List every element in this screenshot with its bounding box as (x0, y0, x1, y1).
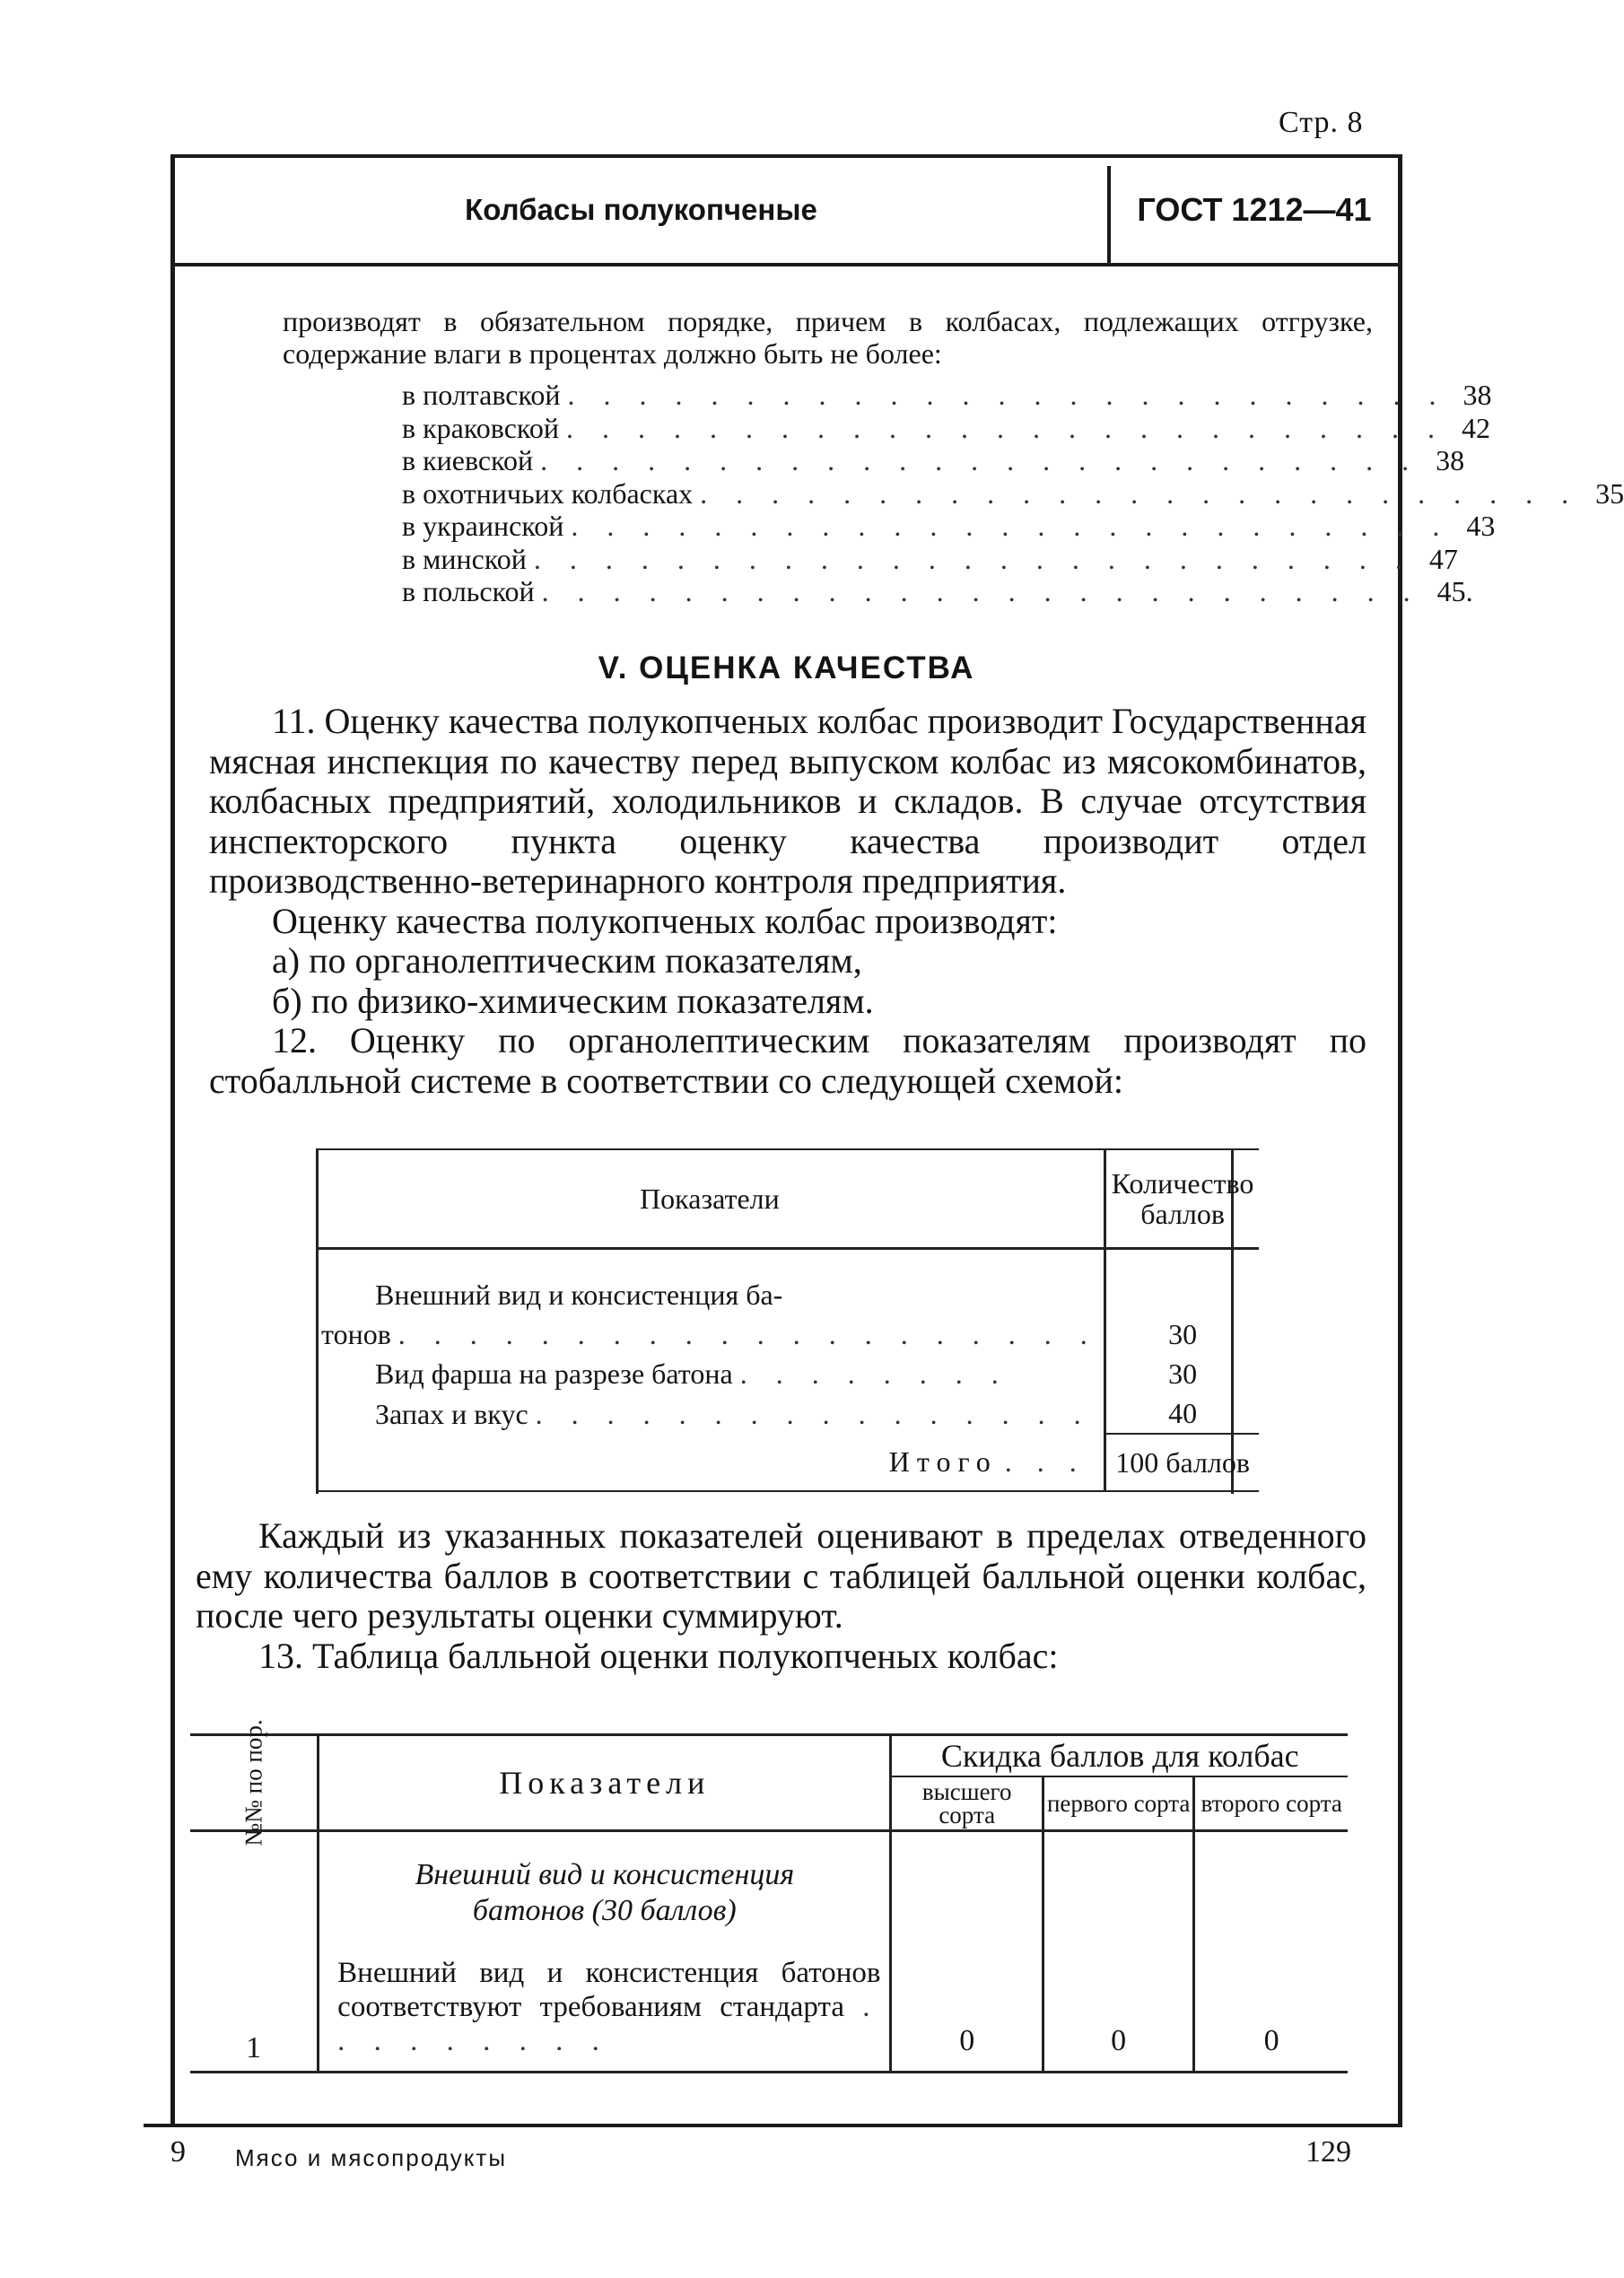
page-number: 129 (1305, 2135, 1351, 2169)
intro-text: производят в обязательном порядке, причем в колбасах, подлежащих отгрузке, содержание влаги в процентах должно быть не более: (283, 305, 1373, 370)
paragraph-methods: Оценку качества полукопченых колбас производят: (272, 900, 1058, 941)
header-top-rule (170, 154, 1402, 158)
grading-table (190, 1719, 1348, 2073)
grading-header-indicators: Показатели (319, 1735, 891, 1831)
section-title: V. ОЦЕНКА КАЧЕСТВА (598, 650, 975, 685)
moisture-name: в охотничьих колбасках (402, 476, 694, 510)
scheme-row-points: 40 (1104, 1393, 1259, 1434)
scheme-row-label: Вид фарша на разрезе батона (375, 1357, 733, 1390)
paragraph-11: 11. Оценку качества полукопченых колбас производит Государственная мясная инспекция по качеству перед выпуском колбас из мясокомбинатов, колбасных предприятий, холодильников и складов. В случае отсутствия инспекторского пункта оценку качества производит отдел производственно-ветеринарного контроля предприятия. (209, 701, 1366, 901)
paragraph-12: 12. Оценку по органолептическим показателям производят по стобалльной системе в соответствии со следующей схемой: (209, 1020, 1366, 1101)
moisture-name: в польской (402, 575, 535, 607)
table-row: Итого . . . 100 баллов (316, 1434, 1259, 1491)
grading-header-grade-2: первого сорта (1043, 1776, 1193, 1830)
moisture-list (402, 379, 1624, 608)
grading-score-grade-2: 0 (1043, 1831, 1193, 2073)
product-title: Колбасы полукопченые (465, 193, 817, 226)
moisture-value: 35 (1595, 476, 1624, 510)
sheet-number: 9 (170, 2135, 186, 2169)
list-item: в минской . . . . . . . . . . . . . . . . . . . . . . . . . 47 (402, 542, 1458, 575)
grading-row-number: 1 (190, 1831, 319, 2073)
moisture-name: в минской (402, 542, 527, 575)
grading-header-number: №№ по пор. (240, 1719, 267, 1846)
scheme-row-points: 30 (1168, 1357, 1198, 1390)
scheme-row-label-cont: тонов (321, 1317, 391, 1350)
table-row: Запах и вкус . . . . . . . . . . . . . . . . 40 (316, 1393, 1259, 1434)
moisture-value: 43 (1466, 510, 1496, 542)
moisture-value: 38 (1462, 379, 1492, 411)
paragraph-13: 13. Таблица балльной оценки полукопченых колбас: (258, 1635, 1059, 1676)
scheme-header-points: Количество баллов (1104, 1149, 1259, 1248)
paragraph-after-table: Каждый из указанных показателей оценивают в пределах отведенного ему количества баллов в соответствии с таблицей балльной оценки колбас, после чего результаты оценки суммируют. (196, 1515, 1366, 1636)
intro-paragraph (283, 305, 1373, 370)
grading-header-grade-1: высшего сорта (891, 1776, 1043, 1830)
moisture-value: 47 (1428, 542, 1458, 575)
header-bottom-rule (170, 263, 1402, 266)
list-item: в охотничьих колбасках . . . . . . . . . . . . . . . . . . . . . . . . . 35 (402, 476, 1624, 510)
moisture-name: в украинской (402, 510, 564, 542)
scheme-row-points: 30 (1168, 1317, 1198, 1350)
moisture-name: в полтавской (402, 379, 561, 411)
list-item: в киевской . . . . . . . . . . . . . . . . . . . . . . . . . 38 (402, 444, 1465, 476)
frame-left-rule (170, 154, 175, 2124)
table-row: Внешний вид и консистенция ба- тонов . . . . . . . . . . . . . . . . . . . . 30 (316, 1248, 1259, 1354)
method-b: б) по физико-химическим показателям. (272, 980, 874, 1021)
scheme-total-value: 100 баллов (1104, 1434, 1259, 1491)
table-row: 1 Внешний вид и консистенция батонов (30 баллов) Внешний вид и консистенция батонов соответствуют требованиям стандарта . . . . . . . . . 0 0 0 (190, 1831, 1348, 2073)
page-label: Стр. 8 (1279, 106, 1364, 139)
method-a: а) по органолептическим показателям, (272, 940, 862, 981)
grading-header-grade-3: второго сорта (1201, 1790, 1342, 1818)
grading-group-title: Внешний вид и консистенция батонов (30 баллов) (415, 1858, 795, 1927)
grading-row-description: Внешний вид и консистенция батонов соответствуют требованиям стандарта (337, 1957, 881, 2023)
scheme-row-label: Внешний вид и консистенция ба- (375, 1278, 783, 1311)
table-row: Вид фарша на разрезе батона . . . . . . . . 30 (316, 1354, 1259, 1393)
moisture-name: в краковской (402, 411, 559, 444)
list-item: в украинской . . . . . . . . . . . . . . . . . . . . . . . . . 43 (402, 510, 1496, 542)
list-item: в полтавской . . . . . . . . . . . . . . . . . . . . . . . . . 38 (402, 379, 1492, 411)
grading-score-grade-1: 0 (891, 1831, 1043, 2073)
grading-header-group: Скидка баллов для колбас (891, 1735, 1348, 1777)
moisture-name: в киевской (402, 444, 534, 476)
footer-rule (144, 2124, 1402, 2127)
publication-title: Мясо и мясопродукты (235, 2144, 508, 2171)
moisture-value: 45. (1436, 575, 1473, 607)
standard-number: ГОСТ 1212—41 (1137, 191, 1372, 228)
section-body (209, 702, 1366, 1101)
scheme-table (316, 1148, 1259, 1492)
moisture-value: 42 (1461, 411, 1490, 444)
section-body-continued (196, 1516, 1366, 1676)
list-item: в краковской . . . . . . . . . . . . . . . . . . . . . . . . . 42 (402, 411, 1490, 444)
scheme-total-label: Итого (888, 1445, 998, 1478)
list-item: в польской . . . . . . . . . . . . . . . . . . . . . . . . . 45. (402, 575, 1473, 607)
scheme-header-indicators: Показатели (316, 1149, 1104, 1248)
moisture-value: 38 (1436, 444, 1465, 476)
grading-score-grade-3: 0 (1194, 1831, 1348, 2073)
scheme-row-label: Запах и вкус (375, 1397, 528, 1430)
